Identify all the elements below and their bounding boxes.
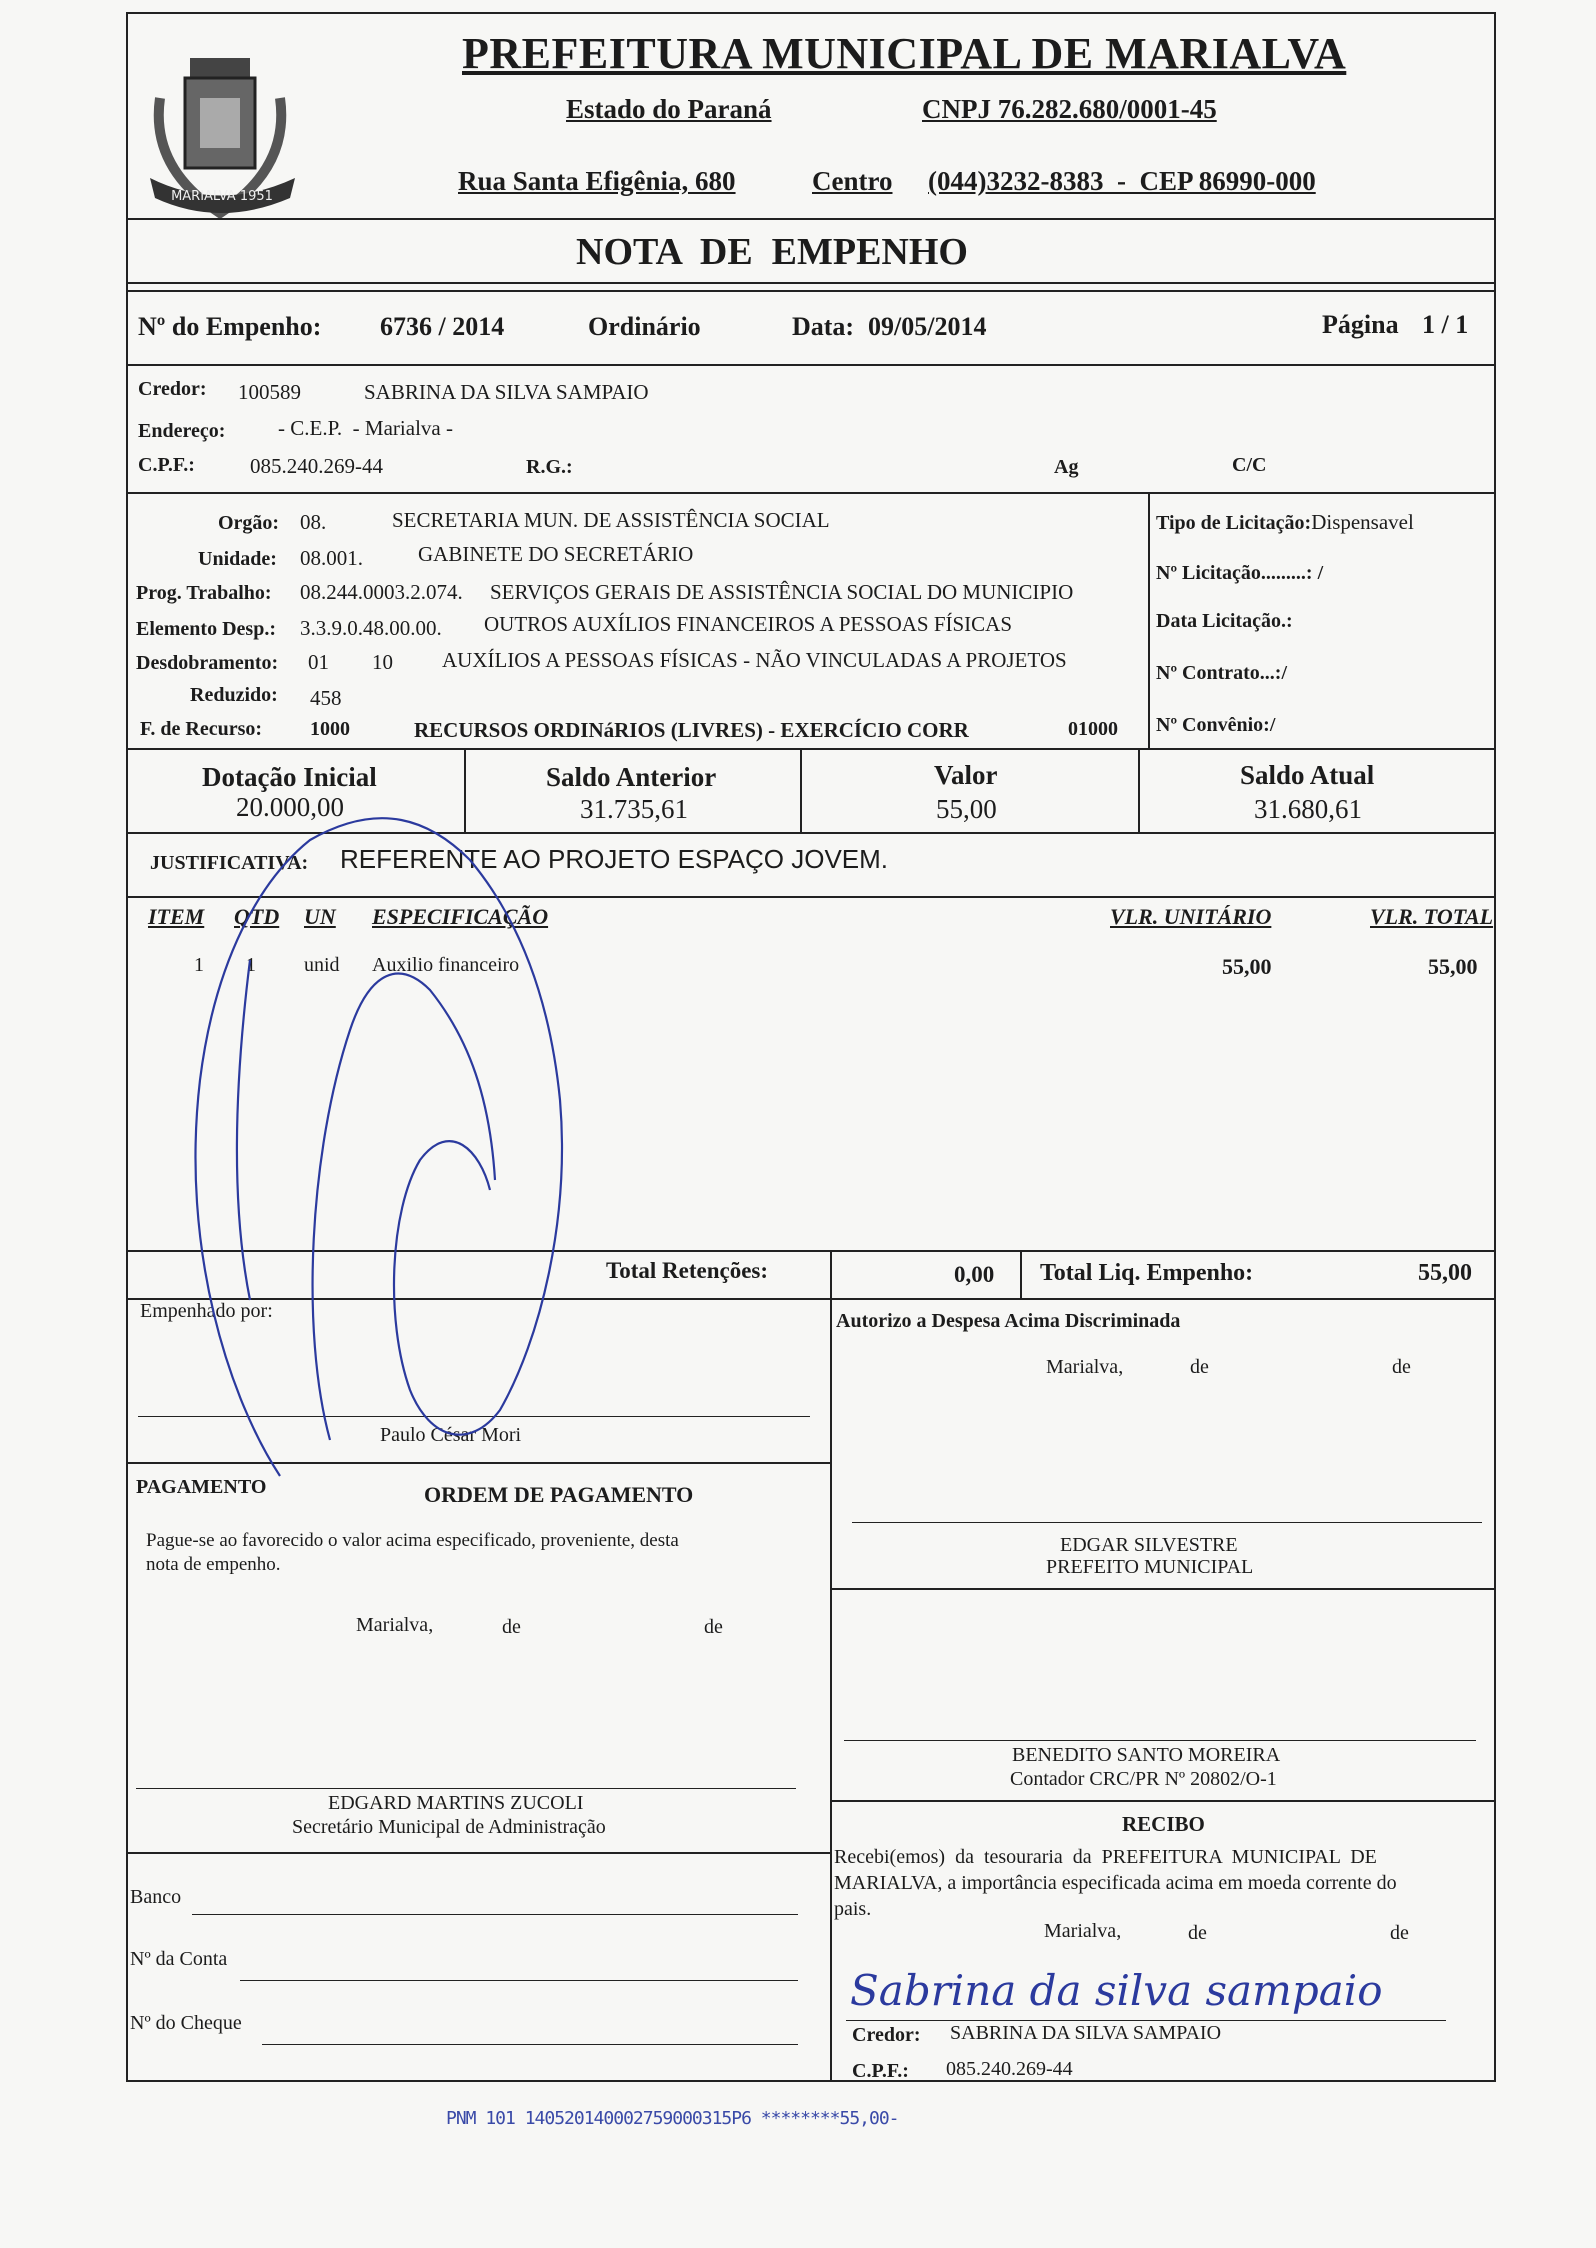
recibo-credor-label: Credor:	[852, 2024, 921, 2046]
valor-value: 55,00	[936, 794, 997, 824]
header-phone-cep: (044)3232-8383 - CEP 86990-000	[928, 166, 1316, 196]
recibo-de-1: de	[1188, 1922, 1207, 1944]
credor-name: SABRINA DA SILVA SAMPAIO	[364, 380, 649, 404]
saldo-anterior-label: Saldo Anterior	[546, 762, 717, 792]
items-header-especificacao: ESPECIFICAÇÃO	[372, 904, 549, 929]
header-street: Rua Santa Efigênia, 680	[458, 166, 736, 196]
desdobramento-name: AUXÍLIOS A PESSOAS FÍSICAS - NÃO VINCULADAS A PROJETOS	[442, 648, 1067, 672]
elemento-label: Elemento Desp.:	[136, 618, 276, 640]
recurso-code2: 01000	[1068, 718, 1118, 740]
pagamento-label: PAGAMENTO	[136, 1476, 267, 1498]
credor-label: Credor:	[138, 378, 207, 400]
pagamento-de-2: de	[704, 1616, 723, 1638]
recurso-name: RECURSOS ORDINáRIOS (LIVRES) - EXERCÍCIO CORR	[414, 718, 969, 742]
row-qtd: 1	[246, 954, 256, 976]
orgao-code: 08.	[300, 510, 327, 534]
total-liquido-value: 55,00	[1418, 1260, 1472, 1286]
recibo-text-2: MARIALVA, a importância especificada acima em moeda corrente do	[834, 1872, 1397, 1894]
recibo-text-3: pais.	[834, 1898, 872, 1920]
orgao-label: Orgão:	[218, 512, 280, 534]
header-district: Centro	[812, 166, 893, 196]
reduzido-label: Reduzido:	[190, 684, 278, 706]
licitacao-type: Dispensavel	[1311, 510, 1414, 534]
svg-text:MARIALVA 1951: MARIALVA 1951	[171, 189, 273, 204]
ag-label: Ag	[1054, 456, 1079, 478]
elemento-code: 3.3.9.0.48.00.00.	[300, 616, 442, 640]
prefeito-name: EDGAR SILVESTRE	[1060, 1534, 1238, 1556]
recurso-label: F. de Recurso:	[140, 718, 263, 740]
document-title: NOTA DE EMPENHO	[576, 231, 968, 273]
empenho-date: 09/05/2014	[868, 312, 987, 341]
pagamento-text-1: Pague-se ao favorecido o valor acima especificado, proveniente, desta	[146, 1530, 679, 1551]
items-header-unit: VLR. UNITÁRIO	[1110, 904, 1272, 929]
orgao-name: SECRETARIA MUN. DE ASSISTÊNCIA SOCIAL	[392, 508, 830, 532]
prog-label: Prog. Trabalho:	[136, 582, 272, 604]
items-header-qtd: QTD	[234, 904, 280, 929]
reduzido-value: 458	[310, 686, 342, 710]
contador-name: BENEDITO SANTO MOREIRA	[1012, 1744, 1281, 1766]
licitacao-type-label: Tipo de Licitação:Dispensavel	[1156, 510, 1414, 534]
autorizo-label: Autorizo a Despesa Acima Discriminada	[836, 1310, 1181, 1332]
total-retencoes-label: Total Retenções:	[606, 1258, 769, 1283]
prog-code: 08.244.0003.2.074.	[300, 580, 463, 604]
page-label: Página	[1322, 310, 1399, 339]
prog-name: SERVIÇOS GERAIS DE ASSISTÊNCIA SOCIAL DO MUNICIPIO	[490, 580, 1074, 604]
saldo-atual-value: 31.680,61	[1254, 794, 1362, 824]
items-header-item: ITEM	[148, 904, 205, 929]
elemento-name: OUTROS AUXÍLIOS FINANCEIROS A PESSOAS FÍSICAS	[484, 612, 1013, 636]
licitacao-date: Data Licitação.:	[1156, 610, 1293, 632]
saldo-atual-label: Saldo Atual	[1240, 760, 1375, 790]
empenhado-label: Empenhado por:	[140, 1300, 273, 1322]
unidade-code: 08.001.	[300, 546, 363, 570]
recibo-cpf-label: C.P.F.:	[852, 2060, 909, 2082]
saldo-anterior-value: 31.735,61	[580, 794, 688, 824]
credor-code: 100589	[238, 380, 301, 404]
row-total: 55,00	[1428, 954, 1478, 979]
cc-label: C/C	[1232, 454, 1267, 476]
desdobramento-label: Desdobramento:	[136, 652, 279, 674]
prefeito-cargo: PREFEITO MUNICIPAL	[1046, 1556, 1254, 1578]
row-un: unid	[304, 954, 340, 976]
cpf-value: 085.240.269-44	[250, 454, 383, 478]
header-title: PREFEITURA MUNICIPAL DE MARIALVA	[462, 29, 1347, 78]
footer-code: PNM 101 140520140002759000315P6 ********55,00-	[446, 2108, 899, 2129]
address-label: Endereço:	[138, 420, 226, 442]
dotacao-inicial-value: 20.000,00	[236, 792, 344, 822]
banco-label: Banco	[130, 1886, 182, 1908]
empenho-number: 6736 / 2014	[380, 312, 505, 341]
secretario-cargo: Secretário Municipal de Administração	[292, 1816, 606, 1838]
total-retencoes-value: 0,00	[954, 1262, 995, 1287]
recibo-cpf-value: 085.240.269-44	[946, 2058, 1073, 2080]
ordem-pagamento-label: ORDEM DE PAGAMENTO	[424, 1482, 694, 1507]
empenho-date-label: Data:	[792, 312, 855, 341]
contract-number: Nº Contrato...:/	[1156, 662, 1288, 684]
recibo-local: Marialva,	[1044, 1920, 1122, 1942]
pagamento-text-2: nota de empenho.	[146, 1554, 281, 1575]
recibo-de-2: de	[1390, 1922, 1409, 1944]
header-state: Estado do Paraná	[566, 94, 772, 124]
header-cnpj: CNPJ 76.282.680/0001-45	[922, 94, 1217, 124]
justificativa-label: JUSTIFICATIVA:	[150, 852, 309, 874]
pagamento-de-1: de	[502, 1616, 521, 1638]
empenho-type: Ordinário	[588, 312, 701, 341]
recibo-signature: Sabrina da silva sampaio	[850, 1966, 1383, 2015]
row-item: 1	[194, 954, 204, 976]
pagamento-local: Marialva,	[356, 1614, 434, 1636]
autorizo-local: Marialva,	[1046, 1356, 1124, 1378]
empenho-number-label: Nº do Empenho:	[138, 312, 322, 341]
conta-label: Nº da Conta	[130, 1948, 228, 1970]
dotacao-inicial-label: Dotação Inicial	[202, 762, 377, 792]
unidade-label: Unidade:	[198, 548, 277, 570]
desdobramento-code1: 01	[308, 650, 329, 674]
row-especificacao: Auxilio financeiro	[372, 954, 520, 976]
desdobramento-code2: 10	[372, 650, 393, 674]
page-number: 1 / 1	[1422, 310, 1469, 339]
autorizo-de-2: de	[1392, 1356, 1411, 1378]
unidade-name: GABINETE DO SECRETÁRIO	[418, 542, 694, 566]
cpf-label: C.P.F.:	[138, 454, 195, 476]
total-liquido-label: Total Liq. Empenho:	[1040, 1260, 1254, 1286]
convenio-number: Nº Convênio:/	[1156, 714, 1276, 736]
contador-cargo: Contador CRC/PR Nº 20802/O-1	[1010, 1768, 1277, 1790]
recurso-code: 1000	[310, 718, 350, 740]
valor-label: Valor	[934, 760, 998, 790]
recibo-credor-name: SABRINA DA SILVA SAMPAIO	[950, 2022, 1222, 2044]
secretario-name: EDGARD MARTINS ZUCOLI	[328, 1792, 584, 1814]
licitacao-number: Nº Licitação.........: /	[1156, 562, 1324, 584]
recibo-text-1: Recebi(emos) da tesouraria da PREFEITURA MUNICIPAL DE	[834, 1846, 1377, 1868]
justificativa-text: REFERENTE AO PROJETO ESPAÇO JOVEM.	[340, 844, 889, 874]
cheque-label: Nº do Cheque	[130, 2012, 242, 2034]
empenhado-name: Paulo César Mori	[380, 1424, 522, 1446]
items-header-total: VLR. TOTAL	[1370, 904, 1494, 929]
recibo-label: RECIBO	[1122, 1812, 1205, 1836]
row-unit: 55,00	[1222, 954, 1272, 979]
address-value: - C.E.P. - Marialva -	[278, 416, 453, 440]
rg-label: R.G.:	[526, 456, 573, 478]
items-header-un: UN	[304, 904, 336, 929]
autorizo-de-1: de	[1190, 1356, 1209, 1378]
